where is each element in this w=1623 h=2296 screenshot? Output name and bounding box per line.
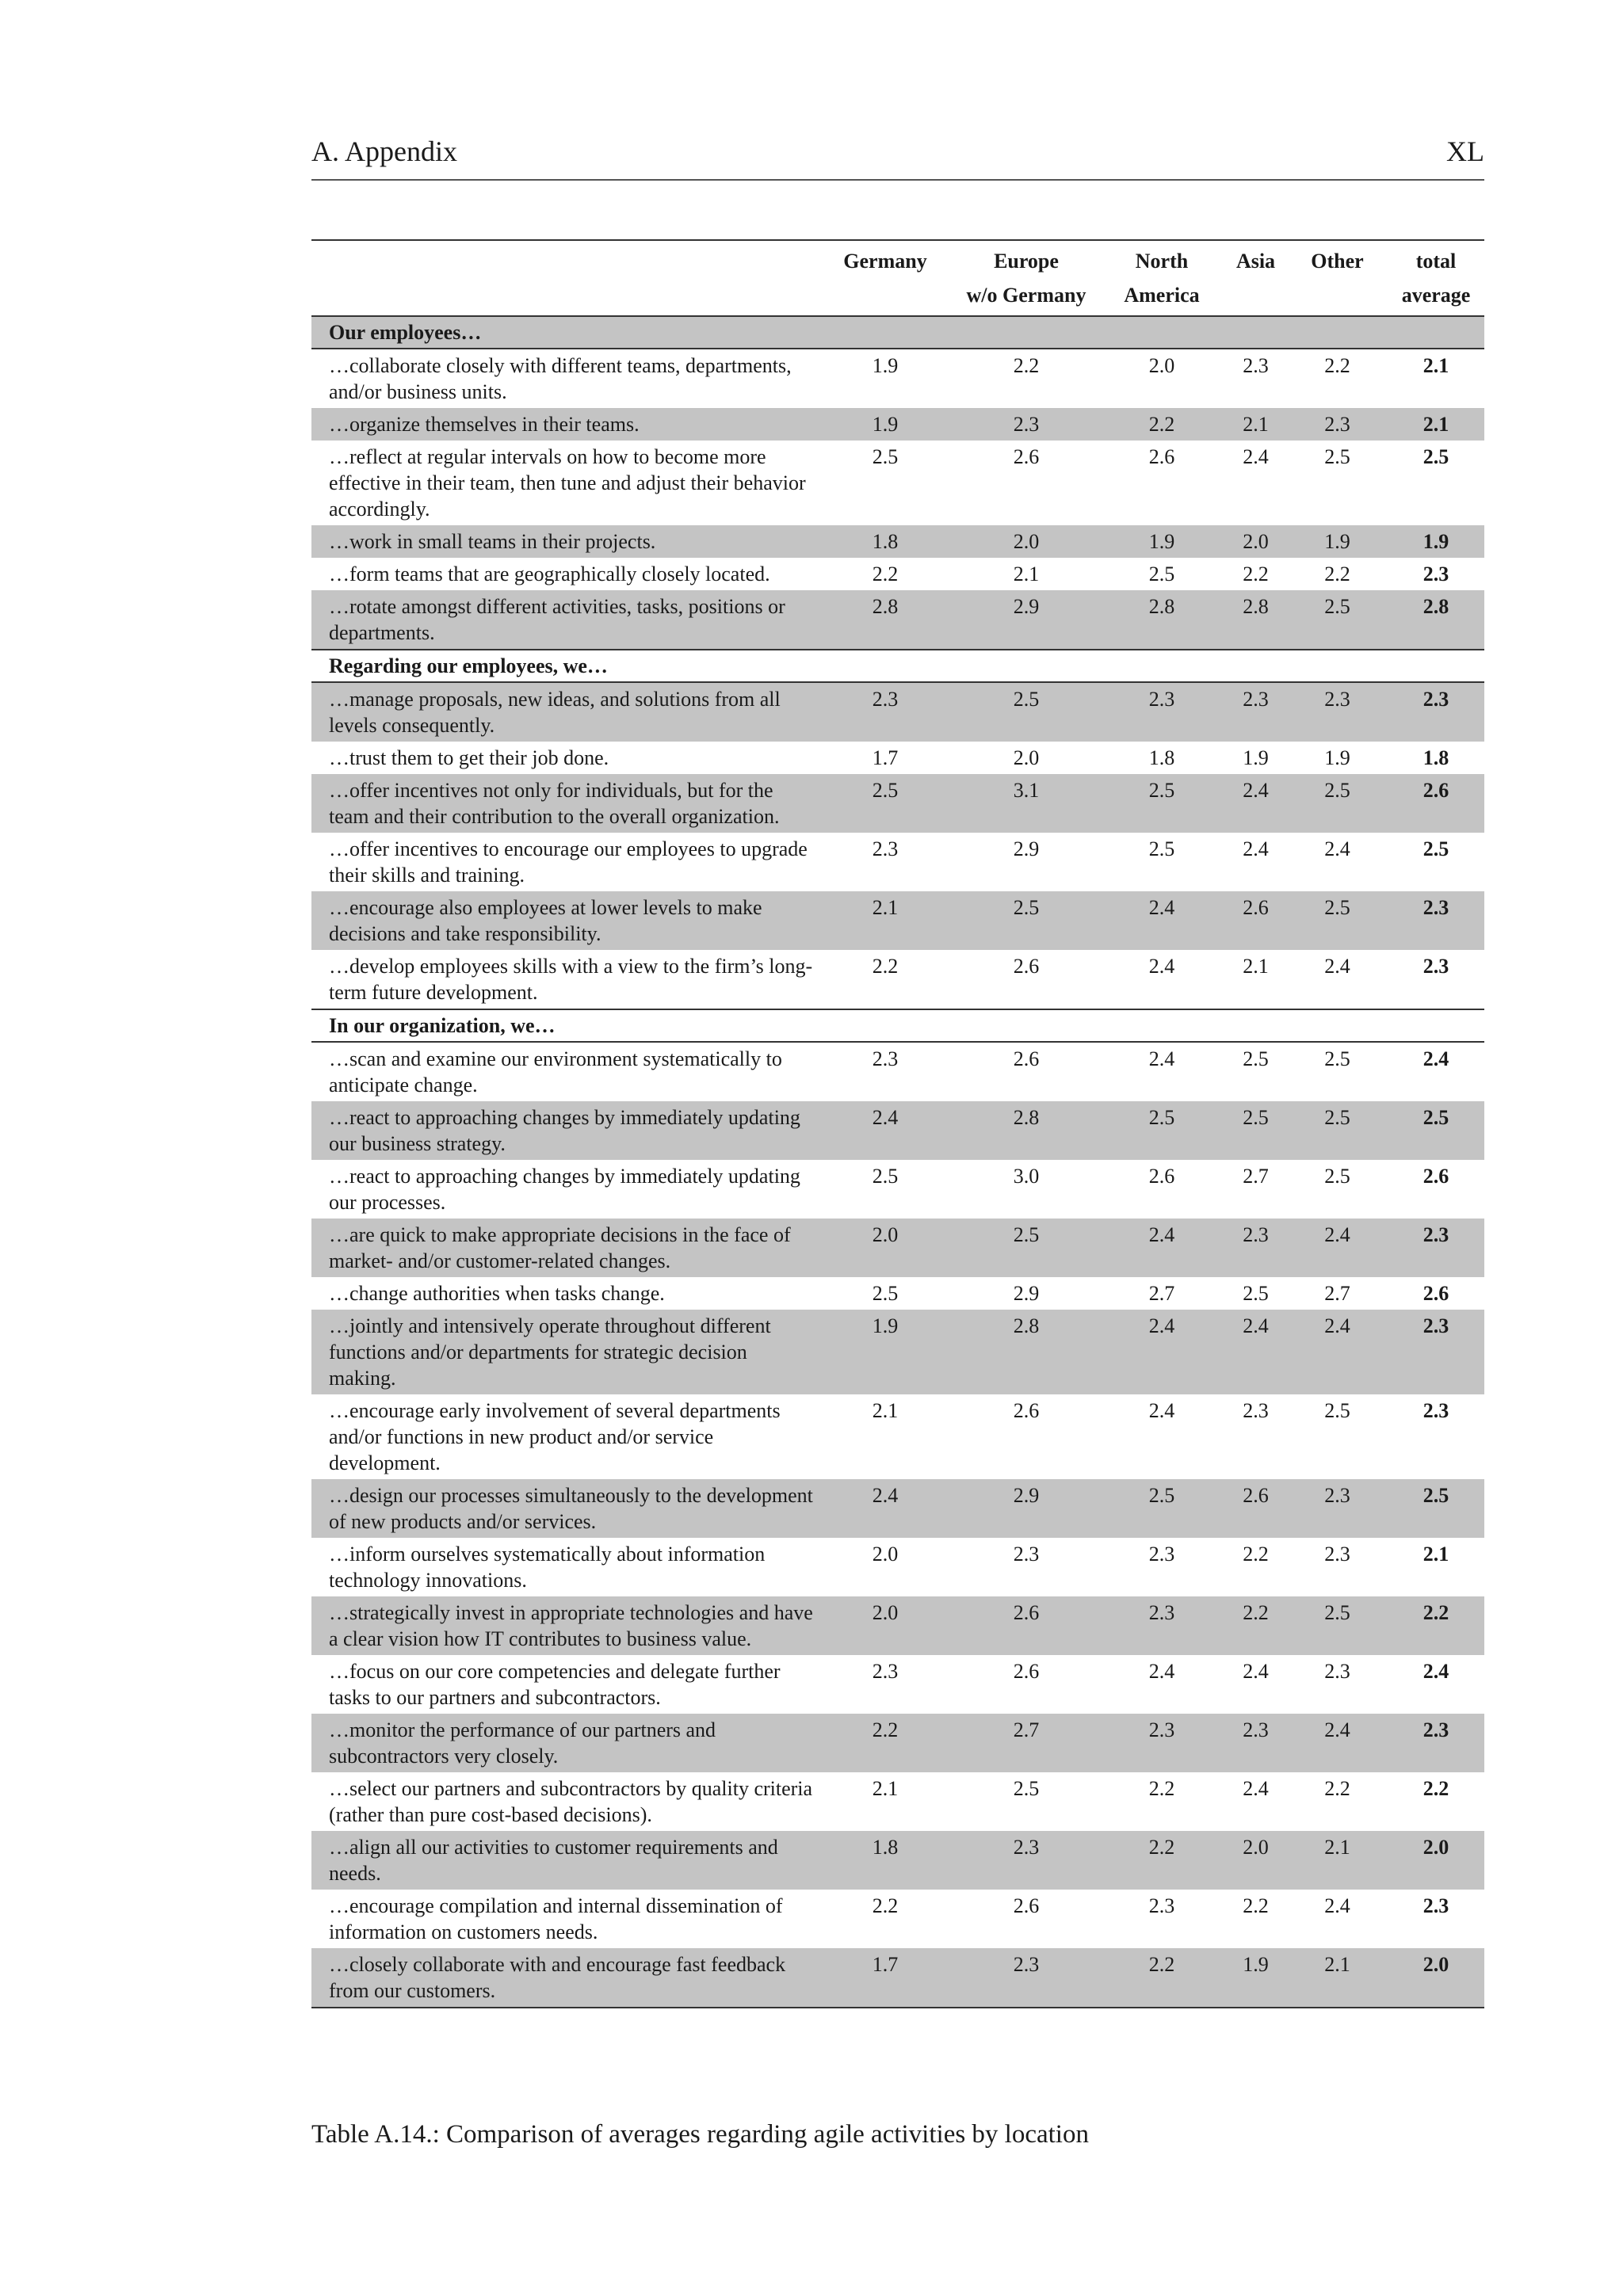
value-cell: 2.5 [1324,445,1350,468]
value-cell: 2.3 [1013,1543,1040,1566]
table-row [311,1714,1484,1772]
value-cell: 1.9 [817,408,953,441]
value-cell: 2.3 [872,1660,899,1683]
total-average-cell: 2.3 [1423,1399,1449,1422]
item-text: …reflect at regular intervals on how to become more effective in their team, then tune and adjust their behavior accordingly. [329,445,806,521]
value-cell: 2.4 [1243,1777,1269,1800]
header-row [311,240,1484,316]
value-cell: 2.4 [817,1101,953,1160]
value-cell: 2.3 [817,682,953,742]
value-cell: 2.5 [1287,774,1388,833]
value-cell: 2.1 [872,1777,899,1800]
value-cell: 2.0 [953,525,1099,558]
value-cell: 2.5 [1287,1596,1388,1655]
value-cell: 2.7 [953,1714,1099,1772]
value-cell: 2.3 [1148,1894,1175,1917]
value-cell: 2.4 [1148,1660,1175,1683]
value-cell: 1.7 [872,746,899,769]
total-average-cell: 2.0 [1388,1831,1484,1890]
value-cell: 1.9 [1224,1948,1287,2008]
table-row [311,774,1484,833]
value-cell: 2.5 [953,1219,1099,1277]
value-cell: 2.6 [1148,1165,1175,1188]
value-cell: 2.1 [1013,563,1040,585]
value-cell: 2.1 [817,891,953,950]
total-average-cell: 2.3 [1388,1310,1484,1394]
item-text: …encourage compilation and internal dissemination of information on customers needs. [329,1894,783,1943]
value-cell: 3.0 [1013,1165,1040,1188]
value-cell: 2.2 [872,955,899,978]
value-cell: 2.4 [1148,1399,1175,1422]
value-cell: 2.5 [953,682,1099,742]
table-row [311,1101,1484,1160]
total-average-cell: 2.8 [1388,590,1484,650]
value-cell: 2.6 [1013,955,1040,978]
item-text: …react to approaching changes by immediately updating our business strategy. [311,1101,817,1160]
table-row [311,558,1484,590]
value-cell: 2.0 [872,1543,899,1566]
value-cell: 2.2 [1099,408,1224,441]
value-cell: 2.0 [1013,746,1040,769]
item-text: …align all our activities to customer requirements and needs. [311,1831,817,1890]
value-cell: 2.5 [1099,1101,1224,1160]
item-text: …encourage early involvement of several departments and/or functions in new product and/or service development. [329,1399,781,1474]
table-row [311,1277,1484,1310]
section-heading: In our organization, we… [311,1009,1484,1042]
value-cell: 1.9 [817,1310,953,1394]
value-cell: 2.5 [872,445,899,468]
value-cell: 1.7 [817,1948,953,2008]
table-row [311,441,1484,525]
value-cell: 2.2 [1013,354,1040,377]
total-average-cell: 2.5 [1423,445,1449,468]
item-text: …scan and examine our environment systematically to anticipate change. [329,1047,782,1097]
total-average-cell: 2.3 [1388,1714,1484,1772]
value-cell: 2.9 [953,1479,1099,1538]
value-cell: 2.5 [1287,590,1388,650]
value-cell: 2.7 [1148,1282,1175,1305]
value-cell: 2.3 [1287,408,1388,441]
item-text: …work in small teams in their projects. [311,525,817,558]
value-cell: 2.5 [1324,1399,1350,1422]
value-cell: 1.8 [1148,746,1175,769]
value-cell: 2.2 [1243,1894,1269,1917]
value-cell: 2.8 [953,1101,1099,1160]
value-cell: 2.6 [1224,1479,1287,1538]
value-cell: 2.2 [1099,1831,1224,1890]
value-cell: 2.3 [1099,682,1224,742]
column-header-line1: Germany [843,250,927,273]
value-cell: 2.1 [1287,1948,1388,2008]
value-cell: 2.3 [1324,1660,1350,1683]
table-row [311,1596,1484,1655]
value-cell: 1.9 [1287,525,1388,558]
value-cell: 2.2 [872,563,899,585]
table-row [311,1948,1484,2008]
value-cell: 1.9 [1324,746,1350,769]
item-text: …encourage also employees at lower levels to make decisions and take responsibility. [311,891,817,950]
total-average-cell: 2.5 [1388,1479,1484,1538]
table-row [311,833,1484,891]
table-row [311,682,1484,742]
total-average-cell: 2.5 [1423,837,1449,860]
column-header-line1: Europe [994,250,1059,273]
value-cell: 2.8 [1224,590,1287,650]
value-cell: 2.5 [1243,1047,1269,1070]
total-average-cell: 1.9 [1388,525,1484,558]
value-cell: 2.5 [953,891,1099,950]
value-cell: 2.3 [872,837,899,860]
item-text: …select our partners and subcontractors by quality criteria (rather than pure cost-based decisions). [329,1777,813,1826]
total-average-cell: 2.4 [1423,1660,1449,1683]
total-average-cell: 2.3 [1388,891,1484,950]
table-header [311,240,1484,316]
value-cell: 2.5 [1287,1101,1388,1160]
value-cell: 2.8 [953,1310,1099,1394]
value-cell: 1.9 [872,354,899,377]
value-cell: 2.6 [1013,1894,1040,1917]
total-average-cell: 1.8 [1423,746,1449,769]
item-text: …design our processes simultaneously to the development of new products and/or services. [311,1479,817,1538]
value-cell: 2.2 [1243,1543,1269,1566]
value-cell: 2.5 [1148,837,1175,860]
column-header-line2: w/o Germany [966,284,1086,307]
value-cell: 2.3 [1224,682,1287,742]
item-text: …form teams that are geographically closely located. [329,563,770,585]
value-cell: 2.4 [1324,955,1350,978]
value-cell: 2.5 [1324,1165,1350,1188]
table-row [311,525,1484,558]
value-cell: 2.4 [1224,1310,1287,1394]
column-header [953,240,1099,316]
running-head [311,135,1484,181]
column-header-line1: Other [1311,250,1364,273]
item-text: …collaborate closely with different teams, departments, and/or business units. [329,354,792,403]
item-text: …offer incentives to encourage our employees to upgrade their skills and training. [329,837,808,887]
value-cell: 2.3 [953,408,1099,441]
value-cell: 2.3 [1287,1479,1388,1538]
total-average-cell: 2.3 [1423,955,1449,978]
value-cell: 2.6 [953,1596,1099,1655]
value-cell: 2.1 [1243,955,1269,978]
total-average-cell: 2.2 [1388,1596,1484,1655]
item-text: …organize themselves in their teams. [311,408,817,441]
value-cell: 2.3 [1243,1399,1269,1422]
value-cell: 2.2 [1243,563,1269,585]
value-cell: 2.3 [953,1831,1099,1890]
value-cell: 2.5 [872,1165,899,1188]
value-cell: 2.0 [817,1596,953,1655]
value-cell: 2.0 [1148,354,1175,377]
value-cell: 2.1 [1224,408,1287,441]
table-row [311,1538,1484,1596]
value-cell: 2.3 [1287,682,1388,742]
item-text: …offer incentives not only for individuals, but for the team and their contribution to the overall organization. [311,774,817,833]
value-cell: 3.1 [953,774,1099,833]
value-cell: 2.7 [1243,1165,1269,1188]
item-text: …trust them to get their job done. [329,746,609,769]
column-header [1388,240,1484,316]
value-cell: 2.5 [1099,1479,1224,1538]
table-row [311,1772,1484,1831]
value-cell: 2.2 [1224,1596,1287,1655]
table-row [311,1655,1484,1714]
item-text: …are quick to make appropriate decisions in the face of market- and/or customer-related changes. [311,1219,817,1277]
value-cell: 2.5 [1287,891,1388,950]
table-body [311,316,1484,2008]
value-cell: 2.6 [1013,1399,1040,1422]
averages-table [311,239,1484,2008]
total-average-cell: 2.1 [1388,408,1484,441]
column-header [1099,240,1224,316]
value-cell: 2.4 [1287,1219,1388,1277]
value-cell: 2.5 [872,1282,899,1305]
value-cell: 2.3 [1224,1714,1287,1772]
value-cell: 2.7 [1324,1282,1350,1305]
value-cell: 2.4 [1243,445,1269,468]
column-header-line1: total [1415,250,1457,273]
value-cell: 2.5 [1099,774,1224,833]
total-average-cell: 2.0 [1388,1948,1484,2008]
value-cell: 2.4 [1287,1310,1388,1394]
table-container [311,239,1484,2008]
value-cell: 2.5 [1148,563,1175,585]
table-row [311,1890,1484,1948]
value-cell: 2.0 [817,1219,953,1277]
total-average-cell: 2.5 [1388,1101,1484,1160]
value-cell: 2.1 [1287,1831,1388,1890]
value-cell: 2.5 [1243,1282,1269,1305]
item-text: …monitor the performance of our partners and subcontractors very closely. [311,1714,817,1772]
item-text: …focus on our core competencies and delegate further tasks to our partners and subcontractors. [329,1660,781,1709]
total-average-cell: 2.6 [1423,1282,1449,1305]
table-row [311,1042,1484,1101]
table-row [311,742,1484,774]
value-cell: 1.9 [1243,746,1269,769]
value-cell: 2.5 [817,774,953,833]
value-cell: 2.8 [817,590,953,650]
value-cell: 2.4 [1324,1894,1350,1917]
value-cell: 2.4 [1287,1714,1388,1772]
chapter-title: A. Appendix [311,135,457,167]
table-row [311,891,1484,950]
value-cell: 2.3 [1324,1543,1350,1566]
total-average-cell: 2.3 [1388,682,1484,742]
total-average-cell: 2.1 [1423,354,1449,377]
value-cell: 2.4 [817,1479,953,1538]
value-cell: 2.9 [953,590,1099,650]
table-row [311,950,1484,1009]
value-cell: 2.5 [1224,1101,1287,1160]
value-cell: 2.3 [1243,354,1269,377]
value-cell: 1.8 [817,525,953,558]
total-average-cell: 2.3 [1423,1894,1449,1917]
table-row [311,408,1484,441]
section-heading: Regarding our employees, we… [311,650,1484,682]
value-cell: 2.9 [1013,1282,1040,1305]
value-cell: 2.3 [1224,1219,1287,1277]
total-average-cell: 2.1 [1423,1543,1449,1566]
table-row [311,349,1484,408]
value-cell: 2.9 [1013,837,1040,860]
value-cell: 2.4 [1099,1310,1224,1394]
value-cell: 2.6 [1013,1047,1040,1070]
value-cell: 2.4 [1243,837,1269,860]
column-header [1287,240,1388,316]
value-cell: 2.2 [1099,1948,1224,2008]
table-row [311,1394,1484,1479]
value-cell: 2.4 [1148,955,1175,978]
item-text: …change authorities when tasks change. [329,1282,665,1305]
section-heading: Our employees… [311,316,1484,349]
column-header-line2: average [1401,284,1471,307]
value-cell: 2.6 [1224,891,1287,950]
header-item-column [311,240,817,316]
value-cell: 2.4 [1324,837,1350,860]
section-heading-row [311,1009,1484,1042]
value-cell: 2.5 [1324,1047,1350,1070]
table-row [311,1479,1484,1538]
value-cell: 2.3 [1099,1596,1224,1655]
total-average-cell: 2.6 [1423,1165,1449,1188]
value-cell: 2.0 [1224,525,1287,558]
item-text: …manage proposals, new ideas, and solutions from all levels consequently. [311,682,817,742]
item-text: …react to approaching changes by immediately updating our processes. [329,1165,800,1214]
value-cell: 2.8 [1099,590,1224,650]
value-cell: 1.9 [1099,525,1224,558]
value-cell: 2.3 [872,1047,899,1070]
value-cell: 2.2 [872,1894,899,1917]
column-header-line2: America [1124,284,1200,307]
item-text: …strategically invest in appropriate technologies and have a clear vision how IT contributes to business value. [311,1596,817,1655]
value-cell: 2.5 [1013,1777,1040,1800]
value-cell: 2.0 [1224,1831,1287,1890]
value-cell: 2.3 [1099,1714,1224,1772]
value-cell: 2.3 [953,1948,1099,2008]
table-caption: Table A.14.: Comparison of averages regarding agile activities by location [311,2120,1089,2149]
item-text: …jointly and intensively operate throughout different functions and/or departments for strategic decision making. [311,1310,817,1394]
value-cell: 2.6 [1013,1660,1040,1683]
page-number: XL [1446,135,1484,167]
value-cell: 2.2 [1324,563,1350,585]
column-header-line1: Asia [1235,250,1276,273]
value-cell: 2.4 [1099,891,1224,950]
item-text: …closely collaborate with and encourage fast feedback from our customers. [311,1948,817,2008]
value-cell: 2.6 [1013,445,1040,468]
value-cell: 2.2 [1324,1777,1350,1800]
value-cell: 2.2 [1324,354,1350,377]
item-text: …inform ourselves systematically about information technology innovations. [329,1543,766,1592]
value-cell: 2.1 [872,1399,899,1422]
value-cell: 2.4 [1224,774,1287,833]
value-cell: 2.4 [1243,1660,1269,1683]
value-cell: 2.4 [1099,1219,1224,1277]
total-average-cell: 2.2 [1423,1777,1449,1800]
value-cell: 2.3 [1148,1543,1175,1566]
total-average-cell: 2.4 [1423,1047,1449,1070]
table-row [311,1219,1484,1277]
table-row [311,590,1484,650]
item-text: …rotate amongst different activities, tasks, positions or departments. [311,590,817,650]
value-cell: 2.2 [1148,1777,1175,1800]
total-average-cell: 2.3 [1423,563,1449,585]
value-cell: 1.8 [817,1831,953,1890]
total-average-cell: 2.6 [1388,774,1484,833]
column-header-line1: North [1135,250,1189,273]
column-header [1224,240,1287,316]
column-header [817,240,953,316]
value-cell: 2.6 [1148,445,1175,468]
value-cell: 2.4 [1148,1047,1175,1070]
total-average-cell: 2.3 [1388,1219,1484,1277]
table-row [311,1831,1484,1890]
section-heading-row [311,650,1484,682]
section-heading-row [311,316,1484,349]
table-row [311,1310,1484,1394]
item-text: …develop employees skills with a view to the firm’s long-term future development. [329,955,813,1004]
value-cell: 2.2 [817,1714,953,1772]
table-row [311,1160,1484,1219]
